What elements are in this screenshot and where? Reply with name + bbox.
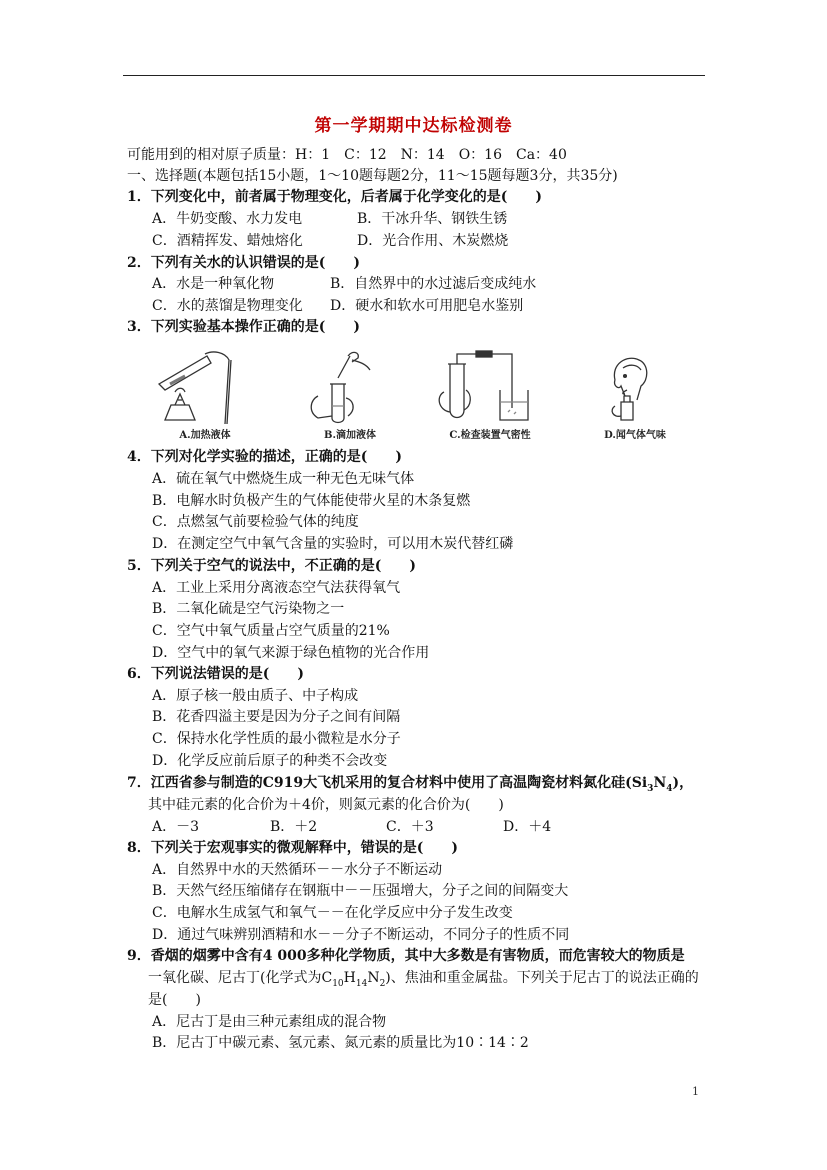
- q7-sub-n: 4: [666, 783, 673, 794]
- q7-stem-line-2: 其中硅元素的化合价为＋4价，则氮元素的化合价为( ): [148, 797, 504, 813]
- figure-label-c: C.检查装置气密性: [449, 430, 531, 441]
- figure-smelling-gas: [575, 350, 695, 442]
- q8-option-b: B．天然气经压缩储存在钢瓶中－－压强增大，分子之间的间隔变大: [152, 883, 569, 899]
- question-6-stem: 6．下列说法错误的是( ): [127, 666, 304, 682]
- q4-option-c: C．点燃氢气前要检验气体的纯度: [152, 514, 359, 530]
- q7-sub-si: 3: [647, 783, 654, 794]
- atomic-masses: 可能用到的相对原子质量：H：1 C：12 N：14 O：16 Ca：40: [127, 147, 567, 163]
- q2-option-a: A．水是一种氧化物: [152, 276, 275, 292]
- q1-option-c: C．酒精挥发、蜡烛熔化: [152, 233, 303, 249]
- q3-figures: [140, 350, 700, 442]
- q7-stem-end: )，: [672, 775, 694, 791]
- figure-label-b: B.滴加液体: [324, 430, 376, 441]
- question-2-stem: 2．下列有关水的认识错误的是( ): [127, 255, 360, 271]
- question-3-stem: 3．下列实验基本操作正确的是( ): [127, 319, 360, 335]
- question-5-stem: 5．下列关于空气的说法中，不正确的是( ): [127, 558, 416, 574]
- q2-option-c: C．水的蒸馏是物理变化: [152, 298, 303, 314]
- q4-option-d: D．在测定空气中氧气含量的实验时，可以用木炭代替红磷: [152, 536, 514, 552]
- section-heading: 一、选择题(本题包括15小题，1～10题每题2分，11～15题每题3分，共35分): [127, 168, 618, 184]
- q4-option-a: A．硫在氧气中燃烧生成一种无色无味气体: [152, 471, 415, 487]
- q9-sub-n: 2: [379, 978, 386, 989]
- adding-liquid-illustration: [290, 350, 410, 426]
- q6-option-a: A．原子核一般由质子、中子构成: [152, 688, 359, 704]
- q8-option-c: C．电解水生成氢气和氧气－－在化学反应中分子发生改变: [152, 905, 513, 921]
- q6-option-d: D．化学反应前后原子的种类不会改变: [152, 753, 388, 769]
- smelling-gas-illustration: [575, 350, 695, 426]
- q6-option-c: C．保持水化学性质的最小微粒是水分子: [152, 731, 401, 747]
- figure-label-a: A.加热液体: [179, 430, 231, 441]
- page-number: 1: [692, 1085, 699, 1098]
- q8-option-d: D．通过气味辨别酒精和水－－分子不断运动，不同分子的性质不同: [152, 927, 570, 943]
- q7-option-a: A．－3: [152, 819, 200, 835]
- figure-adding-liquid: [290, 350, 410, 442]
- q1-option-a: A．牛奶变酸、水力发电: [152, 211, 303, 227]
- q7-element-n: N: [653, 775, 667, 791]
- q7-option-d: D．＋4: [503, 819, 552, 835]
- q9-stem-line-3: 是( ): [148, 992, 201, 1008]
- q1-option-d: D．光合作用、木炭燃烧: [357, 233, 509, 249]
- q5-option-d: D．空气中的氧气来源于绿色植物的光合作用: [152, 645, 430, 661]
- q9-stem2-end: )、焦油和重金属盐。下列关于尼古丁的说法正确的: [385, 970, 699, 986]
- q9-element-n: N: [367, 970, 380, 986]
- question-4-stem: 4．下列对化学实验的描述，正确的是( ): [127, 449, 402, 465]
- q9-stem-line-2: [148, 968, 699, 994]
- q7-option-c: C．＋3: [386, 819, 434, 835]
- question-8-stem: 8．下列关于宏观事实的微观解释中，错误的是( ): [127, 840, 458, 856]
- q2-option-b: B．自然界中的水过滤后变成纯水: [330, 276, 537, 292]
- header-rule: [123, 75, 705, 76]
- airtightness-illustration: [430, 350, 550, 426]
- figure-airtightness-check: [430, 350, 550, 442]
- q7-stem-text: 7．江西省参与制造的C919大飞机采用的复合材料中使用了高温陶瓷材料氮化硅(Si: [127, 775, 648, 791]
- question-9-stem: 9．香烟的烟雾中含有4 000多种化学物质，其中大多数是有害物质，而危害较大的物质是: [127, 948, 685, 964]
- q9-sub-c: 10: [332, 978, 344, 989]
- figure-label-d: D.闻气体气味: [604, 430, 666, 441]
- q6-option-b: B．花香四溢主要是因为分子之间有间隔: [152, 709, 401, 725]
- figure-heating-liquid: [145, 350, 265, 442]
- heating-liquid-illustration: [145, 350, 265, 426]
- q5-option-c: C．空气中氧气质量占空气质量的21%: [152, 623, 390, 639]
- q9-element-h: H: [343, 970, 356, 986]
- q9-option-b: B．尼古丁中碳元素、氢元素、氮元素的质量比为10∶14∶2: [152, 1035, 529, 1051]
- question-1-stem: 1．下列变化中，前者属于物理变化，后者属于化学变化的是( ): [127, 189, 542, 205]
- q9-option-a: A．尼古丁是由三种元素组成的混合物: [152, 1014, 387, 1030]
- q1-option-b: B．干冰升华、钢铁生锈: [357, 211, 508, 227]
- q5-option-b: B．二氧化硫是空气污染物之一: [152, 601, 345, 617]
- q8-option-a: A．自然界中水的天然循环－－水分子不断运动: [152, 862, 443, 878]
- q4-option-b: B．电解水时负极产生的气体能使带火星的木条复燃: [152, 493, 471, 509]
- q7-option-b: B．＋2: [270, 819, 318, 835]
- page-title: 第一学期期中达标检测卷: [314, 116, 513, 136]
- q9-stem2-text: 一氧化碳、尼古丁(化学式为C: [148, 970, 333, 986]
- q5-option-a: A．工业上采用分离液态空气法获得氧气: [152, 580, 401, 596]
- q2-option-d: D．硬水和软水可用肥皂水鉴别: [330, 298, 524, 314]
- q9-sub-h: 14: [355, 978, 368, 989]
